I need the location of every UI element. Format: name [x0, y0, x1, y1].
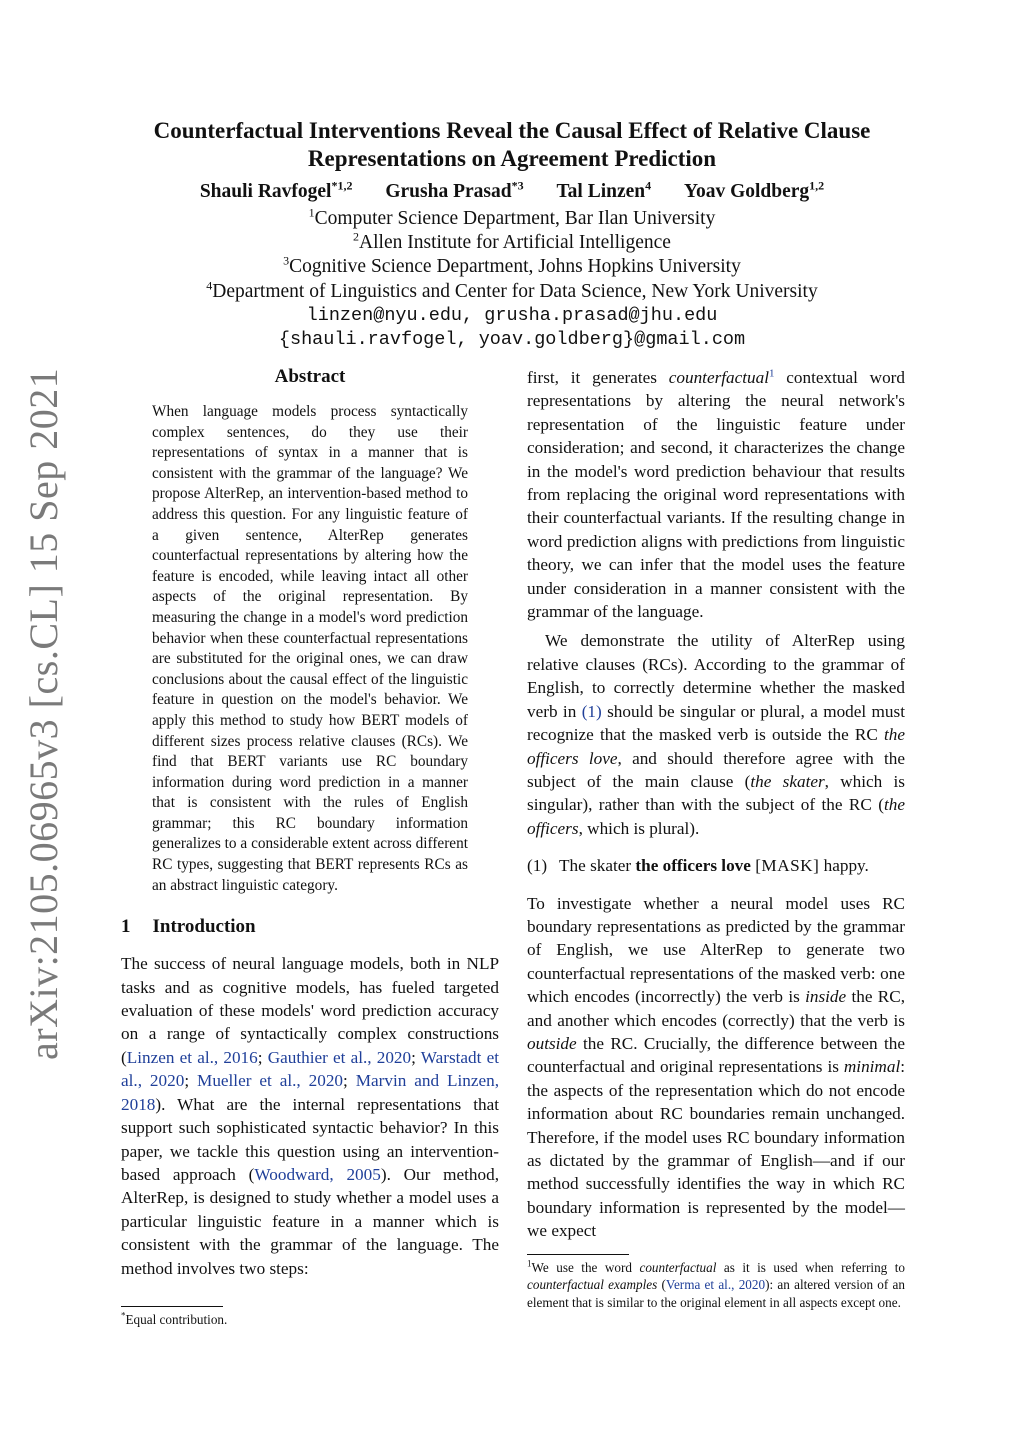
right-column — [527, 366, 905, 1243]
author: Shauli Ravfogel$^{*1,2}$ — [199, 178, 353, 202]
section-heading-introduction: 1 Introduction — [121, 916, 256, 938]
footnote-ref[interactable]: 1 — [769, 367, 775, 380]
left-column — [121, 366, 499, 1280]
paper-title — [100, 117, 924, 173]
citation-link[interactable]: Linzen et al., 2016 — [126, 1047, 258, 1067]
affiliation: $^2$Allen Institute for Artificial Intelligence — [353, 229, 671, 254]
author: Grusha Prasad$^{*3}$ — [385, 178, 524, 202]
intro-paragraph: The success of neural language models, both in NLP tasks and as cognitive models, has fueled targeted evaluation of these models' word prediction accuracy on a range of syntactically complex constructions (Linzen et al., 2016; Gauthier et al., 2020; Warstadt et al., 2020; Mueller et al., 2020; Marvin and Linzen, 2018). What are the internal representations that support such sophisticated syntactic behavior? In this paper, we tackle this question using an intervention-based approach (Woodward, 2005). Our method, AlterRep, is designed to study whether a model uses a particular linguistic feature in a manner which is consistent with the grammar of the language. The method involves two steps: — [121, 954, 500, 1278]
arxiv-identifier: arXiv:2105.06965v3 [cs.CL] 15 Sep 2021 — [21, 367, 66, 1060]
citation-link[interactable]: Mueller et al., 2020 — [197, 1071, 344, 1091]
left-footnote: *Equal contribution. — [121, 1306, 499, 1328]
citation-link[interactable]: Marvin and Linzen, 2018 — [121, 1071, 500, 1114]
author-list — [100, 178, 924, 203]
body-paragraph: first, it generates counterfactual$^1$ contextual word representations by altering the neural network's representation of the linguistic feature under consideration; and second, it characterizes the change in the model's word prediction behaviour that results from replacing the original word representations with their counterfactual variants. If the resulting change in word prediction aligns with predictions from linguistic theory, we can infer that the model uses the feature under consideration in a manner consistent with the grammar of the language. — [527, 367, 905, 622]
affiliation: $^3$Cognitive Science Department, Johns Hopkins University — [283, 253, 741, 278]
author: Tal Linzen$^4$ — [556, 178, 652, 202]
citation-link[interactable]: Gauthier et al., 2020 — [267, 1047, 412, 1067]
footnote-rule — [527, 1254, 629, 1255]
email-line: linzen@nyu.edu, grusha.prasad@jhu.edu — [306, 304, 718, 326]
author: Yoav Goldberg$^{1,2}$ — [684, 178, 825, 202]
citation-link[interactable]: Verma et al., 2020 — [665, 1277, 766, 1293]
right-footnote: $^1$We use the word counterfactual as it is used when referring to counterfactual examples (Verma et al., 2020): an altered version of an element that is similar to the original element in all aspects except one. — [527, 1254, 905, 1311]
title-line-2: Representations on Agreement Prediction — [307, 146, 717, 171]
citation-link[interactable]: Warstadt et al., 2020 — [121, 1047, 499, 1091]
email-line: {shauli.ravfogel, yoav.goldberg}@gmail.com — [278, 329, 746, 351]
affiliations — [100, 207, 924, 352]
example-ref-link[interactable]: (1) — [581, 701, 602, 721]
linguistic-example: (1) The skater the officers love [MASK] happy. — [527, 856, 869, 876]
abstract-heading: Abstract — [274, 366, 346, 387]
citation-link[interactable]: Woodward, 2005 — [254, 1164, 381, 1184]
footnote-rule — [121, 1306, 223, 1307]
affiliation: $^4$Department of Linguistics and Center for Data Science, New York University — [206, 278, 818, 302]
affiliation: $^1$Computer Science Department, Bar Ilan University — [308, 205, 716, 229]
title-line-1: Counterfactual Interventions Reveal the Causal Effect of Relative Clause — [153, 118, 871, 143]
body-paragraph: We demonstrate the utility of AlterRep using relative clauses (RCs). According to the grammar of English, to correctly determine whether the masked verb in (1) should be singular or plural, a model must recognize that the masked verb is outside the RC the officers love, and should therefore agree with the subject of the main clause (the skater, which is singular), rather than with the subject of the RC (the officers, which is plural). — [527, 631, 905, 838]
abstract-text: When language models process syntactically complex sentences, do they use their representations of syntax in a manner that is consistent with the grammar of the language? We propose AlterRep, an intervention-based method to address this question. For any linguistic feature of a given sentence, AlterRep generates counterfactual representations by altering how the feature is encoded, while leaving intact all other aspects of the original representation. By measuring the change in a model's word prediction behavior when these counterfactual representations are substituted for the original ones, we can draw conclusions about the causal effect of the linguistic feature in question on the model's behavior. We apply this method to study how BERT models of different sizes process relative clauses (RCs). We find that BERT variants use RC boundary information during word prediction in a manner that is consistent with the rules of English grammar; this RC boundary information generalizes to a considerable extent across different RC types, suggesting that BERT represents RCs as an abstract linguistic category. — [152, 403, 468, 894]
body-paragraph: To investigate whether a neural model uses RC boundary representations as predicted by the grammar of English, we use AlterRep to generate two counterfactual representations of the masked verb: one which encodes (incorrectly) the verb is inside the RC, and another which encodes (correctly) that the verb is outside the RC. Crucially, the difference between the counterfactual and original representations is minimal: the aspects of the representation which do not encode information about RC boundaries remain unchanged. Therefore, if the model uses RC boundary information as dictated by the grammar of English—and if our method successfully identifies the way in which RC boundary information is represented by the model—we expect — [527, 893, 905, 1241]
